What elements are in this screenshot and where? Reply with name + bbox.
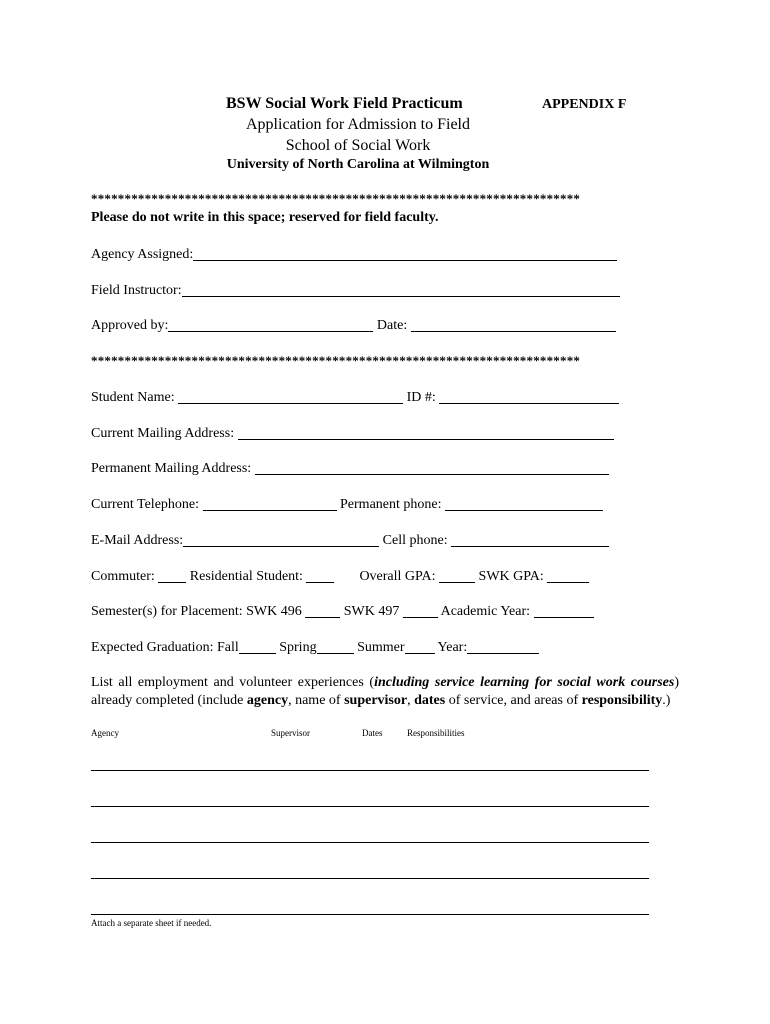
residential-label: Residential Student: <box>189 569 303 584</box>
expected-grad-label: Expected Graduation: Fall <box>91 640 239 655</box>
experience-line-1[interactable] <box>91 770 649 771</box>
school-name: School of Social Work <box>285 137 431 154</box>
current-address-row <box>91 425 614 442</box>
graduation-row <box>91 639 539 656</box>
agency-assigned-label: Agency Assigned: <box>91 247 194 262</box>
email-field[interactable] <box>183 532 379 547</box>
commuter-field[interactable] <box>158 568 186 583</box>
swk-gpa-label: SWK GPA: <box>478 569 544 584</box>
current-address-field[interactable] <box>238 425 614 440</box>
col-agency: Agency <box>91 728 119 738</box>
service-learning-emphasis: including service learning for social work courses <box>374 675 675 690</box>
current-phone-field[interactable] <box>203 496 337 511</box>
approved-by-field[interactable] <box>168 317 373 332</box>
col-responsibilities: Responsibilities <box>407 728 465 738</box>
appendix-label: APPENDIX F <box>542 97 627 112</box>
email-row <box>91 532 609 549</box>
year-field[interactable] <box>467 639 539 654</box>
col-supervisor: Supervisor <box>271 728 310 738</box>
separator-top: ************************************************************************* <box>91 191 581 206</box>
university-name: University of North Carolina at Wilmington <box>226 157 490 172</box>
cell-field[interactable] <box>451 532 609 547</box>
approved-by-label: Approved by: <box>91 318 169 333</box>
summer-label: Summer <box>357 640 405 655</box>
swk-gpa-field[interactable] <box>547 568 589 583</box>
current-address-label: Current Mailing Address: <box>91 426 235 441</box>
student-name-label: Student Name: <box>91 390 175 405</box>
permanent-address-row <box>91 460 609 477</box>
cell-label: Cell phone: <box>382 533 448 548</box>
experience-instructions: List all employment and volunteer experiences (including service learning for social work courses) already completed (include agency, name of supervisor, dates of service, and areas of responsibility.) <box>91 675 680 708</box>
field-instructor-field[interactable] <box>182 282 620 297</box>
swk497-label: SWK 497 <box>343 604 400 619</box>
year-label: Year: <box>437 640 468 655</box>
email-label: E-Mail Address: <box>91 533 184 548</box>
experience-line-2[interactable] <box>91 806 649 807</box>
permanent-phone-label: Permanent phone: <box>340 497 442 512</box>
experience-line-5[interactable] <box>91 914 649 915</box>
field-instructor-label: Field Instructor: <box>91 283 182 298</box>
separator-bottom: ************************************************************************* <box>91 353 581 368</box>
attach-note: Attach a separate sheet if needed. <box>91 918 212 928</box>
experience-line-4[interactable] <box>91 878 649 879</box>
experience-line-3[interactable] <box>91 842 649 843</box>
swk497-field[interactable] <box>403 603 438 618</box>
semester-row <box>91 603 594 620</box>
date-field[interactable] <box>411 317 616 332</box>
student-name-row <box>91 389 619 406</box>
current-phone-label: Current Telephone: <box>91 497 200 512</box>
overall-gpa-label: Overall GPA: <box>359 569 436 584</box>
summer-field[interactable] <box>405 639 435 654</box>
spring-field[interactable] <box>317 639 354 654</box>
permanent-address-label: Permanent Mailing Address: <box>91 461 252 476</box>
agency-assigned-field[interactable] <box>193 246 617 261</box>
form-title: BSW Social Work Field Practicum <box>226 95 463 112</box>
student-name-field[interactable] <box>178 389 403 404</box>
field-instructor-row <box>91 282 620 299</box>
permanent-phone-field[interactable] <box>445 496 603 511</box>
col-dates: Dates <box>362 728 383 738</box>
commuter-label: Commuter: <box>91 569 155 584</box>
residential-field[interactable] <box>306 568 334 583</box>
commuter-row <box>91 568 589 585</box>
telephone-row <box>91 496 603 513</box>
approved-row <box>91 317 616 334</box>
permanent-address-field[interactable] <box>255 460 609 475</box>
academic-year-label: Academic Year: <box>440 604 531 619</box>
id-field[interactable] <box>439 389 619 404</box>
spring-label: Spring <box>279 640 317 655</box>
agency-assigned-row <box>91 246 617 263</box>
fall-field[interactable] <box>239 639 276 654</box>
id-label: ID #: <box>406 390 436 405</box>
academic-year-field[interactable] <box>534 603 594 618</box>
date-label: Date: <box>376 318 408 333</box>
overall-gpa-field[interactable] <box>439 568 475 583</box>
reserved-note: Please do not write in this space; reserved for field faculty. <box>91 210 439 225</box>
semester-label: Semester(s) for Placement: SWK 496 <box>91 604 302 619</box>
form-subtitle: Application for Admission to Field <box>246 116 470 133</box>
swk496-field[interactable] <box>305 603 340 618</box>
